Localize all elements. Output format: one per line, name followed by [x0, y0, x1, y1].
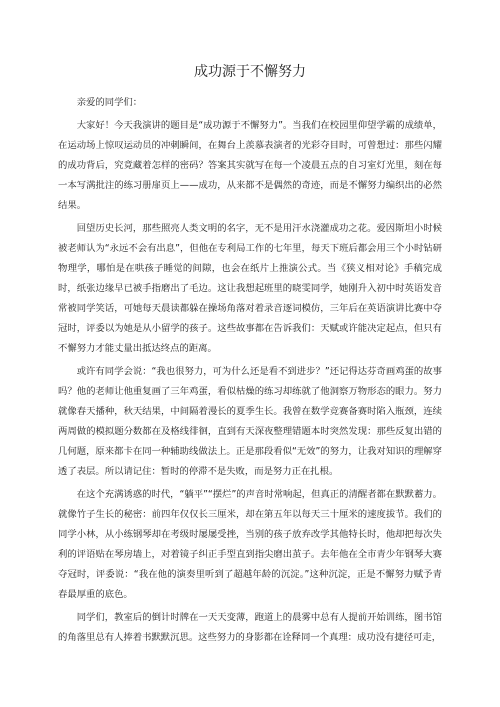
salutation: 亲爱的同学们：	[76, 97, 143, 108]
document-body	[58, 93, 442, 648]
paragraph-2: 回望历史长河，那些照亮人类文明的名字，无不是用汗水浇灌成功之花。爱因斯坦小时候被老师认为“永远不会有出息”，但他在专利局工作的七年里，每天下班后都会用三个小时钻研物理学，哪怕是在哄孩子睡觉的间隙，也会在纸片上推演公式。当《狭义相对论》手稿完成时，纸张边缘早已被手指磨出了毛边。这让我想起班里的晓雯同学，她刚升入初中时英语发音常被同学笑话，可她每天晨读都躲在操场角落对着录音逐词模仿，三年后在英语演讲比赛中夺冠时，评委以为她是从小留学的孩子。这些故事都在告诉我们：天赋或许能决定起点，但只有不懈努力才能丈量出抵达终点的距离。	[58, 223, 442, 354]
paragraph-3: 或许有同学会说：“我也很努力，可为什么还是看不到进步？”还记得达芬奇画鸡蛋的故事吗？他的老师让他重复画了三年鸡蛋，看似枯燥的练习却练就了他洞察万物形态的眼力。努力就像春天播种，秋天结果，中间隔着漫长的夏季生长。我曾在数学竞赛备赛时陷入瓶颈，连续两周做的模拟题分数都在及格线徘徊，直到有天深夜整理错题本时突然发现：那些反复出错的几何题，原来都卡在同一种辅助线做法上。正是那段看似“无效”的努力，让我对知识的理解穿透了表层。所以请记住：暂时的停滞不是失败，而是努力正在扎根。	[58, 366, 442, 477]
paragraph-5: 同学们，教室后的倒计时牌在一天天变薄，跑道上的晨雾中总有人提前开始训练，图书馆的角落里总有人捧着书默默沉思。这些努力的身影都在诠释同一个真理：成功没有捷径可走，	[58, 612, 442, 643]
paragraph-1: 大家好！今天我演讲的题目是“成功源于不懈努力”。当我们在校园里仰望学霸的成绩单，在运动场上惊叹运动员的冲刺瞬间，在舞台上羡慕表演者的光彩夺目时，可曾想过：那些闪耀的成功背后，究竟藏着怎样的密码？答案其实就写在每一个凌晨五点的自习室灯光里，刻在每一本写满批注的练习册扉页上——成功，从来都不是偶然的奇迹，而是不懈努力编织出的必然结果。	[58, 120, 442, 211]
document-title: 成功源于不懈努力	[194, 64, 306, 80]
paragraph-4: 在这个充满诱惑的时代，“躺平”“摆烂”的声音时常响起，但真正的清醒者都在默默蓄力。就像竹子生长的秘密：前四年仅仅长三厘米，却在第五年以每天三十厘米的速度拔节。我们的同学小林，从小练钢琴却在考级时屡屡受挫，当别的孩子放弃改学其他特长时，他却把每次失利的评语贴在琴房墙上，对着镜子纠正手型直到指尖磨出茧子。去年他在全市青少年钢琴大赛夺冠时，评委说：“我在他的演奏里听到了超越年龄的沉淀。”这种沉淀，正是不懈努力赋予青春最厚重的底色。	[58, 489, 442, 600]
